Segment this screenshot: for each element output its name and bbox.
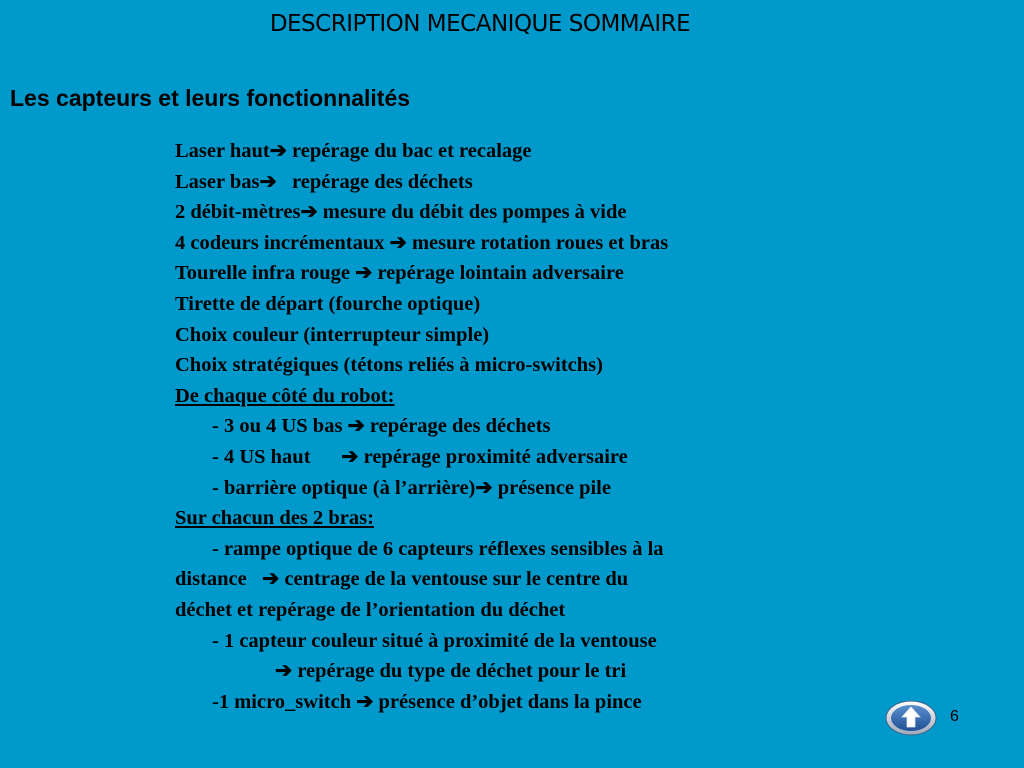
- text-line: [175, 320, 815, 351]
- line-text: Tirette de départ (fourche optique): [175, 292, 481, 315]
- line-text: repérage proximité adversaire: [358, 445, 628, 468]
- line-text: mesure du débit des pompes à vide: [317, 201, 627, 224]
- line-text: Laser haut: [175, 140, 270, 162]
- line-text: - barrière optique (à l’arrière): [212, 476, 476, 499]
- text-line: [175, 626, 815, 657]
- text-line: [175, 503, 815, 534]
- line-text: distance: [175, 568, 263, 591]
- line-text: repérage lointain adversaire: [372, 262, 624, 285]
- line-text: présence pile: [492, 476, 611, 499]
- line-text: -1 micro_switch: [212, 690, 357, 713]
- text-line: [175, 473, 815, 504]
- text-line: [175, 258, 815, 289]
- line-text: repérage des déchets: [276, 170, 473, 193]
- arrow-icon: ➔: [262, 568, 280, 591]
- home-button[interactable]: [885, 700, 937, 736]
- arrow-icon: ➔: [341, 445, 359, 468]
- section-heading: De chaque côté du robot:: [175, 384, 395, 407]
- section-heading: Sur chacun des 2 bras:: [175, 507, 374, 530]
- line-text: déchet et repérage de l’orientation du déchet: [175, 598, 566, 621]
- text-line: [175, 442, 815, 473]
- text-line: [175, 350, 815, 381]
- line-text: centrage de la ventouse sur le centre du: [279, 568, 629, 591]
- sensor-list: [175, 136, 815, 717]
- text-line: [175, 411, 815, 442]
- text-line: [175, 289, 815, 320]
- line-text: Choix couleur (interrupteur simple): [175, 323, 490, 346]
- line-text: repérage des déchets: [364, 415, 551, 438]
- line-text: - 4 US haut: [212, 445, 342, 468]
- section-subtitle: Les capteurs et leurs fonctionnalités: [10, 85, 411, 111]
- line-text: mesure rotation roues et bras: [406, 231, 669, 254]
- text-line: [175, 228, 815, 259]
- arrow-icon: ➔: [347, 415, 365, 438]
- arrow-icon: ➔: [269, 140, 287, 162]
- arrow-icon: ➔: [259, 170, 277, 193]
- line-text: présence d’objet dans la pince: [373, 690, 642, 713]
- line-text: 4 codeurs incrémentaux: [175, 231, 390, 254]
- arrow-icon: ➔: [389, 231, 407, 254]
- line-text: 2 débit-mètres: [175, 201, 301, 224]
- arrow-icon: ➔: [355, 262, 373, 285]
- page-title: DESCRIPTION MECANIQUE SOMMAIRE: [269, 11, 691, 37]
- text-line: [175, 167, 815, 198]
- line-text: repérage du type de déchet pour le tri: [292, 660, 627, 683]
- text-line: [175, 564, 815, 595]
- text-line: [175, 656, 815, 687]
- text-line: [175, 197, 815, 228]
- line-text: Laser bas: [175, 170, 260, 193]
- up-arrow-icon: [885, 700, 937, 736]
- text-line: [175, 136, 815, 167]
- arrow-icon: ➔: [300, 201, 318, 224]
- arrow-icon: ➔: [475, 476, 493, 499]
- line-text: Tourelle infra rouge: [175, 262, 356, 285]
- text-line: [175, 595, 815, 626]
- line-text: - 1 capteur couleur situé à proximité de la ventouse: [212, 629, 657, 652]
- arrow-icon: ➔: [356, 690, 374, 713]
- text-line: [175, 687, 815, 718]
- text-line: [175, 534, 815, 565]
- arrow-icon: ➔: [275, 660, 293, 683]
- line-text: - rampe optique de 6 capteurs réflexes sensibles à la: [212, 537, 664, 560]
- text-line: [175, 381, 815, 412]
- page-number: 6: [950, 708, 959, 725]
- line-text: Choix stratégiques (tétons reliés à micro-switchs): [175, 354, 603, 377]
- line-text: - 3 ou 4 US bas: [212, 415, 348, 438]
- line-text: repérage du bac et recalage: [286, 140, 532, 162]
